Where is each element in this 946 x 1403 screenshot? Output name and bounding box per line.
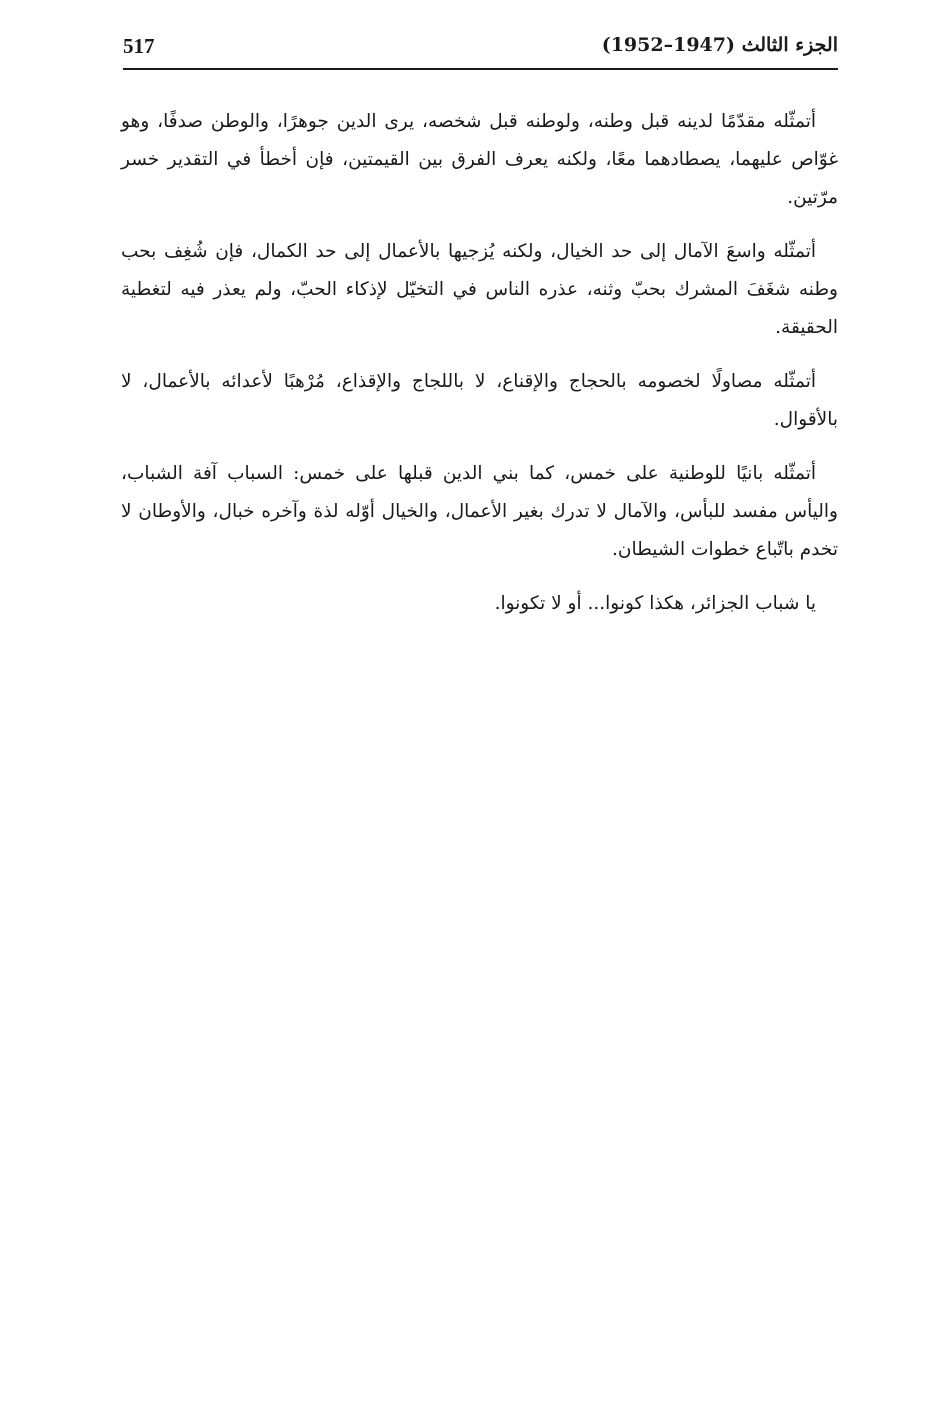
page-header [123,30,838,70]
paragraph: أتمثّله بانيًا للوطنية على خمس، كما بني الدين قبلها على خمس: السباب آفة الشباب، واليأس مفسد للبأس، والآمال لا تدرك بغير الأعمال، والخيال أوّله لذة وآخره خبال، والأوطان لا تخدم باتّباع خطوات الشيطان. [121,463,838,560]
paragraph: أتمثّله واسعَ الآمال إلى حد الخيال، ولكنه يُزجيها بالأعمال إلى حد الكمال، فإن شُغِف بحب وطنه شغَفَ المشرك بحبّ وثنه، عذره الناس في التخيّل لإذكاء الحبّ، ولم يعذر فيه لتغطية الحقيقة. [121,241,838,338]
paragraph: أتمثّله مقدّمًا لدينه قبل وطنه، ولوطنه قبل شخصه، يرى الدين جوهرًا، والوطن صدفًا، وهو غوّاص عليهما، يصطادهما معًا، ولكنه يعرف الفرق بين القيمتين، فإن أخطأ في التقدير خسر مرّتين. [121,111,838,208]
closing-paragraph: يا شباب الجزائر، هكذا كونوا... أو لا تكونوا. [494,593,816,614]
page-number: 517 [123,34,155,58]
running-title: الجزء الثالث (1947–1952) [601,34,838,56]
body-text [121,103,838,639]
paragraph: أتمثّله مصاولًا لخصومه بالحجاج والإقناع، لا باللجاج والإقذاع، مُرْهبًا لأعدائه بالأعمال، لا بالأقوال. [121,371,838,430]
